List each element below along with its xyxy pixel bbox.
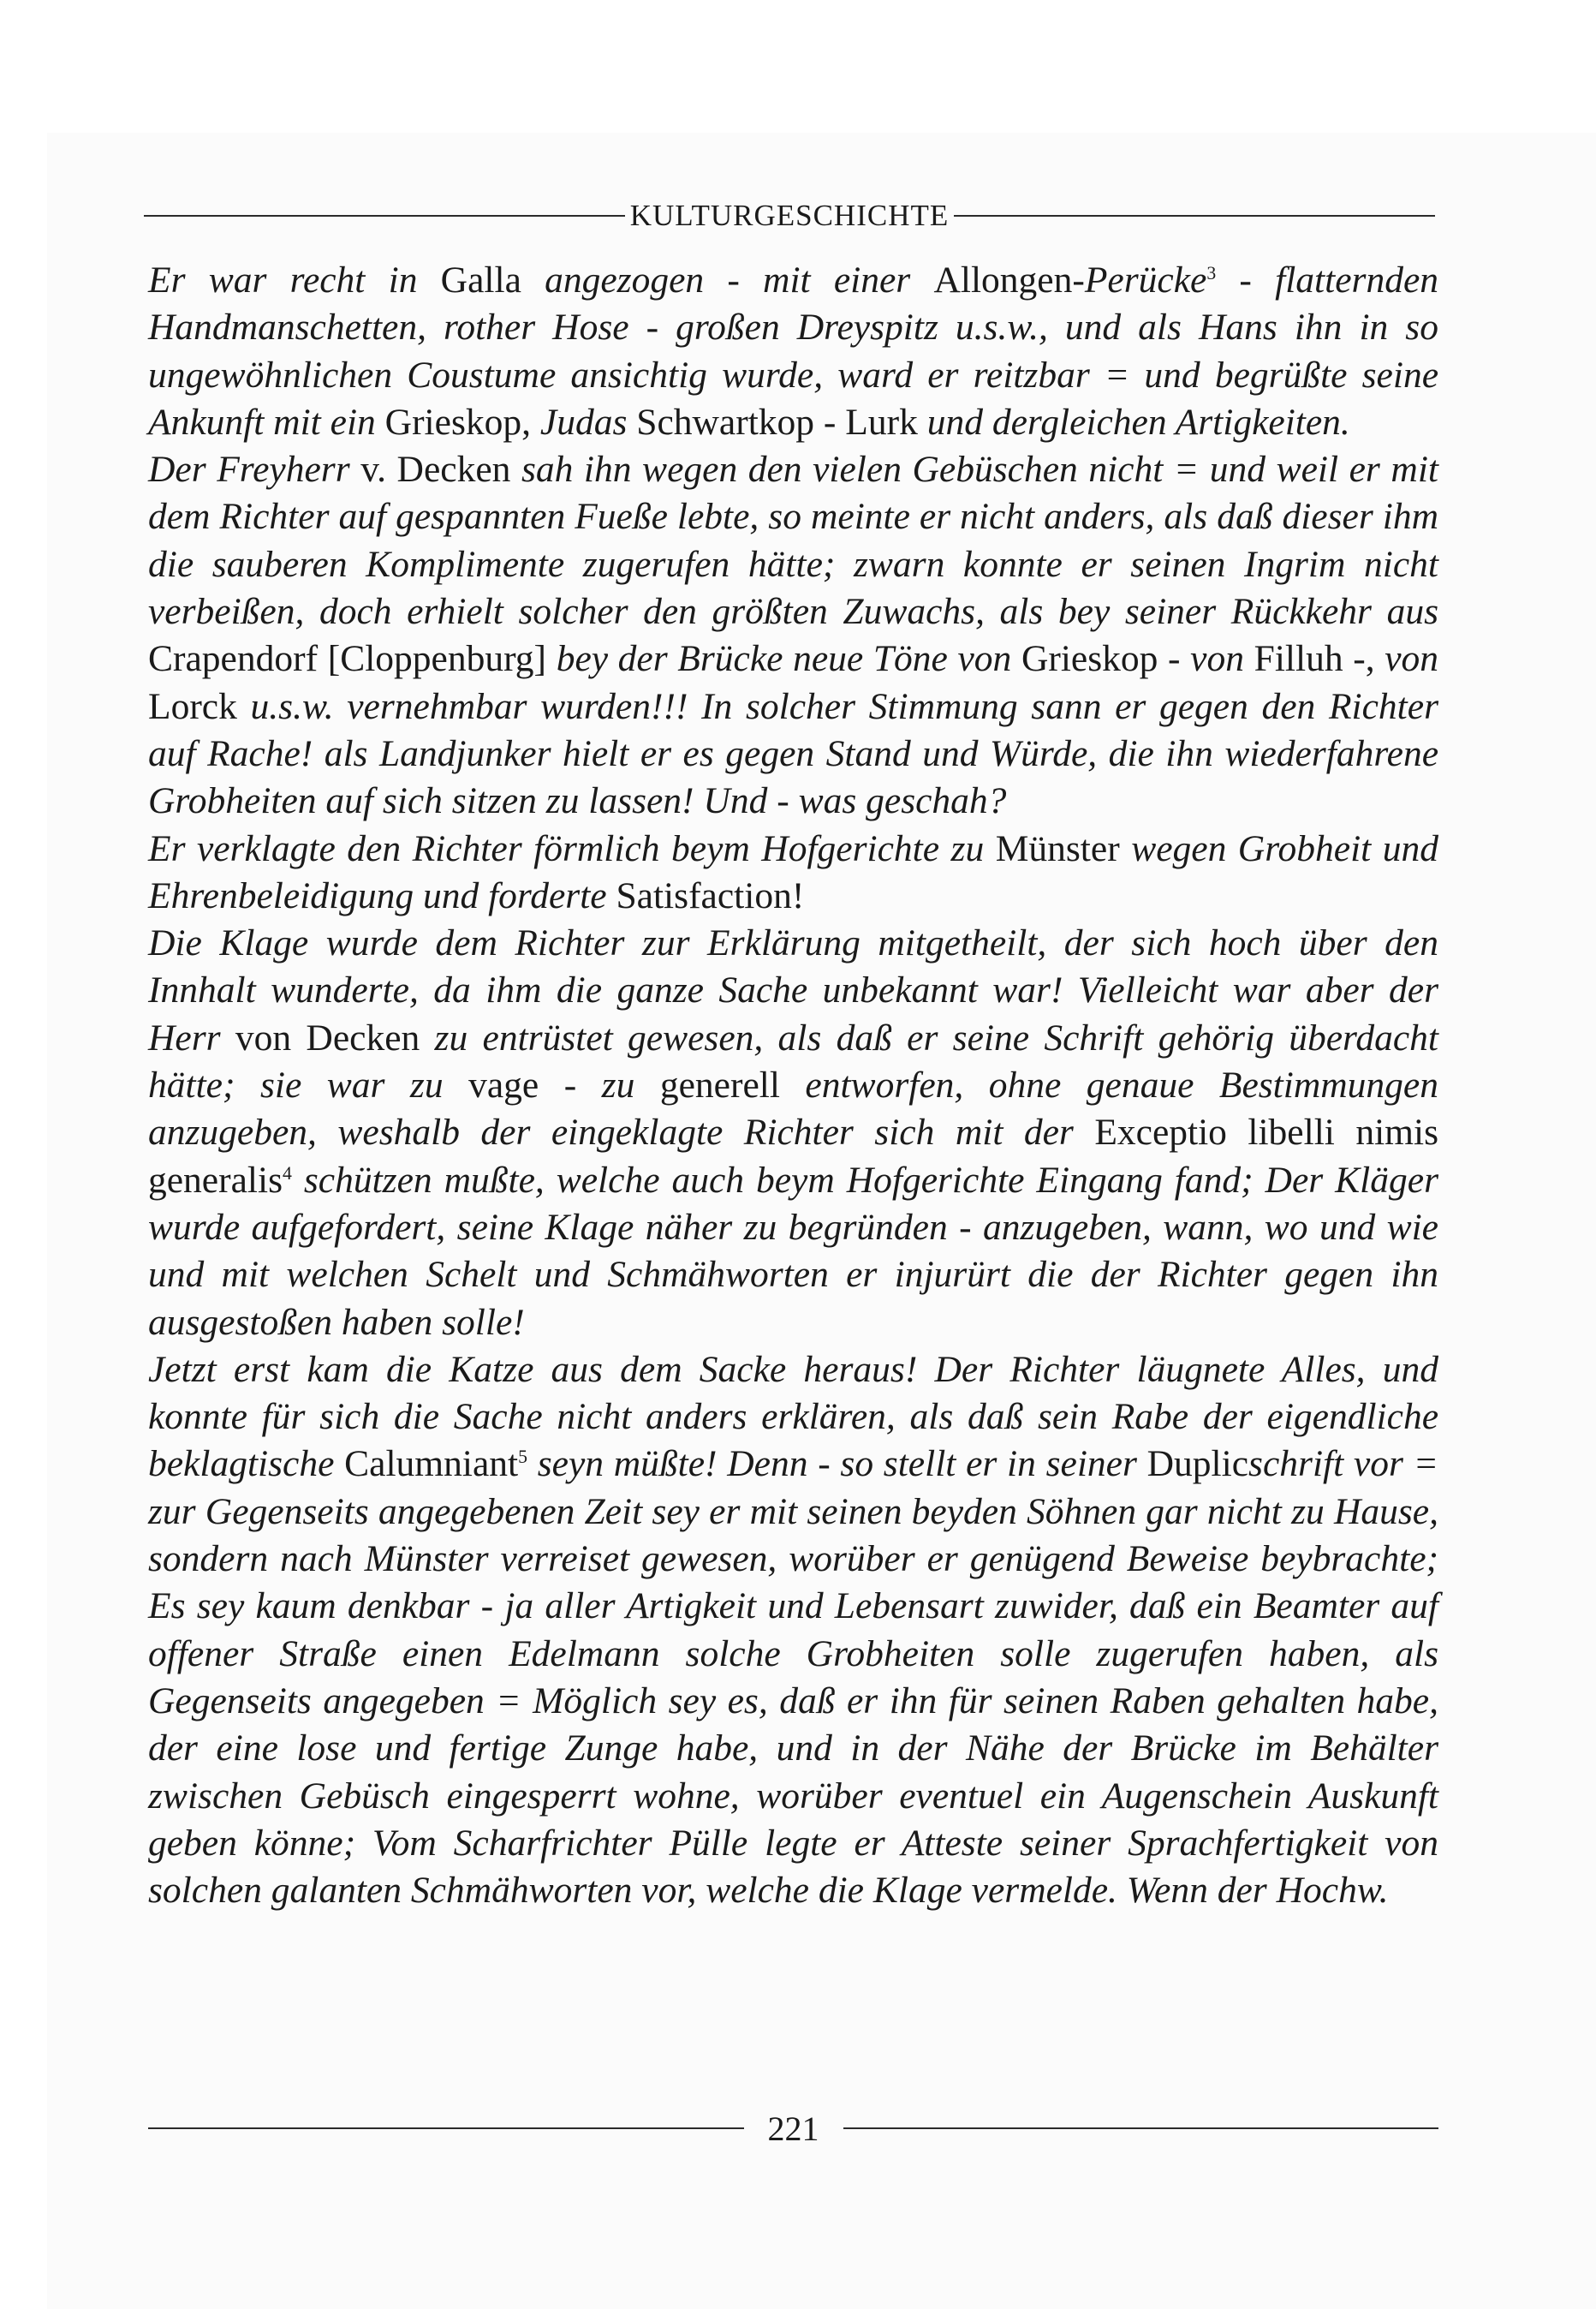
- text-run: bey der Brücke neue Töne von: [556, 638, 1021, 680]
- text-run: Judas: [539, 401, 637, 443]
- text-run: Er war recht in: [148, 260, 441, 301]
- header-rule-left: [144, 215, 625, 217]
- running-header: [144, 199, 1435, 233]
- text-run: zu entrüstet gewesen, als daß er seine Schrift gehörig überdacht hätte; sie war zu: [148, 1017, 1438, 1107]
- text-run: schützen mußte, welche auch beym Hofgerichte Eingang fand; Der Kläger wurde aufgefordert, seine Klage näher zu begründen - anzugeben, wann, wo und wie und mit welchen Schelt und Schmähworten er injurürt die der Richter gegen ihn ausgestoßen haben solle!: [148, 1159, 1438, 1343]
- text-run: u.s.w. vernehmbar wurden!!! In solcher Stimmung sann er gegen den Richter auf Rache! als Landjunker hielt er es gegen Stand und Würde, die ihn wiederfahrene Grobheiten auf sich sitzen zu lassen! Und - was geschah?: [148, 685, 1438, 822]
- text-run: wegen Grobheit und Ehrenbeleidigung und forderte: [148, 827, 1438, 916]
- text-run: vage -: [468, 1065, 602, 1107]
- page-footer: [148, 2107, 1438, 2150]
- text-run: entworfen, ohne genaue Bestimmungen anzugeben, weshalb der eingeklagte Richter sich mit der: [148, 1065, 1438, 1154]
- text-run: Filluh -,: [1254, 638, 1385, 680]
- paragraph: [148, 1346, 1438, 1915]
- text-run: Münster: [995, 827, 1132, 869]
- text-run: Die Klage wurde dem Richter zur Erklärung mitgetheilt, der sich hoch über den Innhalt wunderte, da ihm die ganze Sache unbekannt war! Vielleicht war aber der Herr: [148, 922, 1438, 1059]
- text-run: von Decken: [235, 1017, 435, 1059]
- text-run: seyn müßte! Denn - so stellt er in seiner: [527, 1443, 1147, 1485]
- footnote-mark: 3: [1206, 262, 1217, 283]
- text-run: angezogen - mit einer: [545, 260, 934, 301]
- text-run: Satisfaction!: [616, 874, 805, 916]
- text-run: Er verklagte den Richter förmlich beym Hofgerichte zu: [148, 827, 996, 869]
- text-run: Crapendorf [Cloppenburg]: [148, 638, 557, 680]
- text-run: sah ihn wegen den vielen Gebüschen nicht = und weil er mit dem Richter auf gespannten Fueße lebte, so meinte er nicht anders, als daß dieser ihm die sauberen Komplimente zugerufen hätte; zwarn konnte er seinen Ingrim nicht verbeißen, doch erhielt solcher den größten Zuwachs, als bey seiner Rückkehr aus: [148, 449, 1438, 633]
- paragraph: [148, 257, 1438, 446]
- text-run: Grieskop -: [1021, 638, 1191, 680]
- footer-rule-left: [148, 2127, 744, 2129]
- text-run: und dergleichen Artigkeiten.: [926, 401, 1350, 443]
- text-run: v. Decken: [360, 449, 521, 491]
- text-run: - flatternden Handmanschetten, rother Hose - großen Dreyspitz u.s.w., und als Hans ihn in so ungewöhnlichen Coustume ansichtig wurde, ward er reitzbar = und begrüßte seine Ankunft mit ein: [148, 260, 1439, 443]
- paragraph: [148, 920, 1438, 1346]
- section-title: KULTURGESCHICHTE: [629, 199, 950, 232]
- body-text: [148, 257, 1438, 1914]
- footnote-mark: 4: [283, 1162, 292, 1184]
- text-run: von: [1190, 638, 1254, 680]
- text-run: Grieskop,: [384, 401, 540, 443]
- text-run: Allongen-: [933, 260, 1085, 301]
- paragraph: [148, 446, 1438, 825]
- text-run: zu: [601, 1065, 660, 1107]
- text-run: Der Freyherr: [148, 449, 361, 491]
- footnote-mark: 5: [518, 1447, 527, 1468]
- text-run: Jetzt erst kam die Katze aus dem Sacke heraus! Der Richter läugnete Alles, und konnte für sich die Sache nicht anders erklären, als daß sein Rabe der eigendliche beklagtische: [148, 1348, 1438, 1485]
- text-run: Schwartkop - Lurk: [636, 401, 927, 443]
- text-run: Calumniant: [344, 1443, 519, 1485]
- text-run: schrift vor = zur Gegenseits angegebenen Zeit sey er mit seinen beyden Söhnen gar nicht zu Hause, sondern nach Münster verreiset gewesen, worüber er genügend Beweise beybrachte; Es sey kaum denkbar - ja aller Artigkeit und Lebensart zuwider, daß ein Beamter auf offener Straße einen Edelmann solche Grobheiten solle zugerufen haben, als Gegenseits angegeben = Möglich sey es, daß er ihn für seinen Raben gehalten habe, der eine lose und fertige Zunge habe, und in der Nähe der Brücke im Behälter zwischen Gebüsch eingesperrt wohne, worüber eventuel ein Augenschein Auskunft geben könne; Vom Scharfrichter Pülle legte er Atteste seiner Sprachfertigkeit von solchen galanten Schmähworten vor, welche die Klage vermelde. Wenn der Hochw.: [148, 1443, 1438, 1912]
- text-run: Perücke: [1084, 260, 1207, 301]
- footer-rule-right: [843, 2127, 1439, 2129]
- text-run: Exceptio libelli nimis generalis: [148, 1112, 1439, 1201]
- text-run: Lorck: [148, 685, 251, 727]
- text-run: Duplic: [1146, 1443, 1249, 1485]
- text-run: von: [1385, 638, 1439, 680]
- page-number: 221: [767, 2109, 819, 2148]
- text-run: Galla: [440, 260, 545, 301]
- paragraph: [148, 826, 1438, 921]
- text-run: generell: [659, 1065, 806, 1107]
- header-rule-right: [954, 215, 1435, 217]
